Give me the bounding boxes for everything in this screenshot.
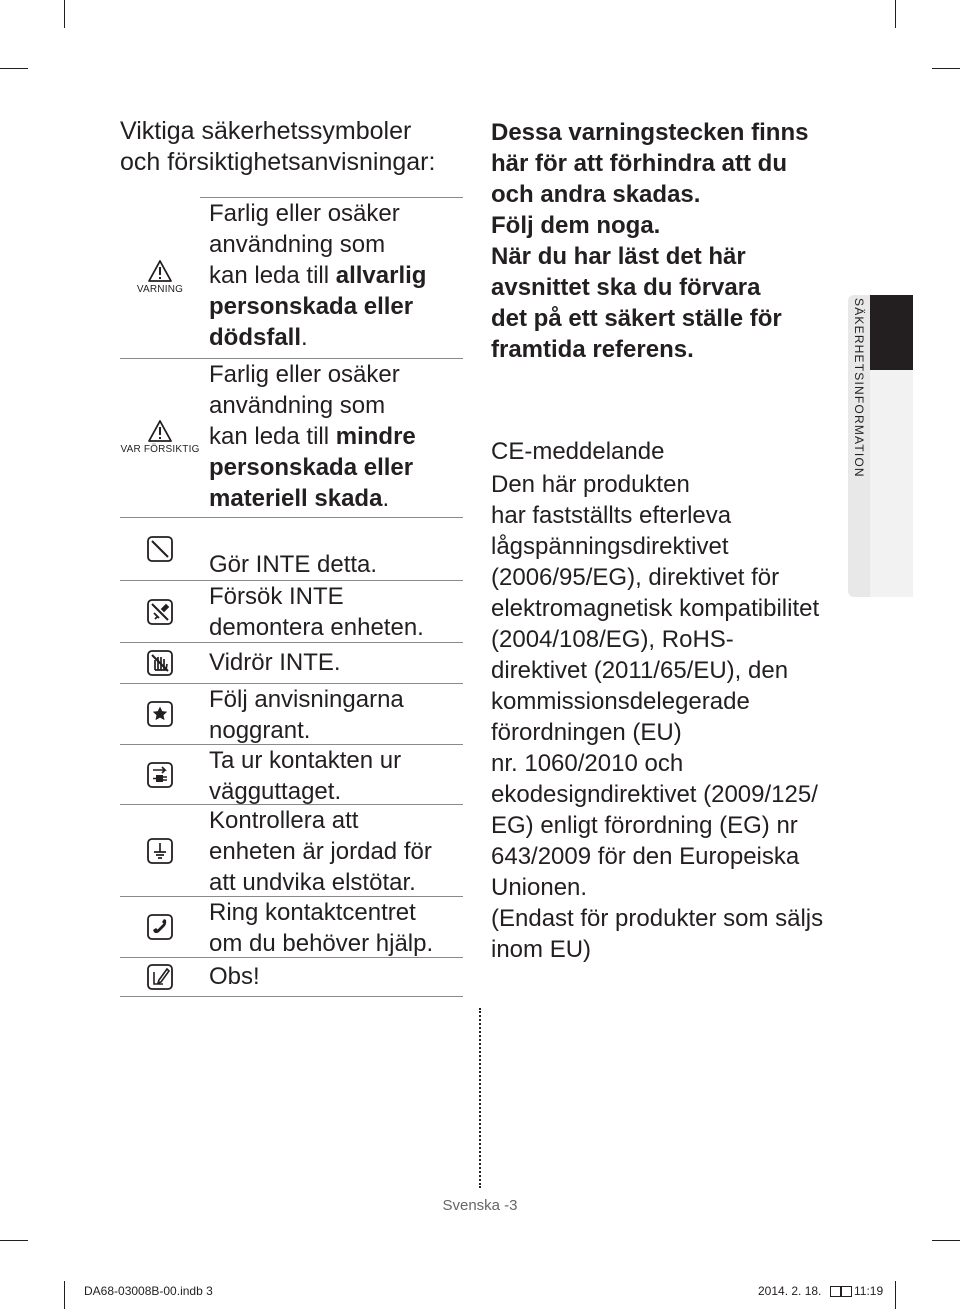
text-line: noggrant.: [209, 717, 311, 744]
icon-cell: [120, 897, 200, 957]
text-line: Kontrollera att: [209, 807, 359, 834]
ce-line: ekodesigndirektivet (2009/125/: [491, 781, 818, 808]
text-line: att undvika elstötar.: [209, 869, 416, 896]
phone-icon: [147, 914, 173, 940]
text-plain: .: [382, 485, 390, 512]
symbol-row-caution: [120, 359, 463, 518]
icon-cell: [120, 581, 200, 642]
symbol-row-unplug: [120, 745, 463, 805]
icon-cell: [120, 805, 200, 896]
crop-mark: [895, 1281, 896, 1309]
intro-line: det på ett säkert ställe för: [491, 305, 782, 332]
ce-notice-title: CE-meddelande: [491, 438, 665, 465]
icon-cell: [120, 745, 200, 804]
ce-line: EG) enligt förordning (EG) nr: [491, 812, 798, 839]
text-line: Farlig eller osäker: [209, 361, 400, 388]
ce-line: inom EU): [491, 936, 592, 963]
ce-line: elektromagnetisk kompatibilitet: [491, 595, 820, 622]
text-line: enheten är jordad för: [209, 838, 432, 865]
text-line: Gör INTE detta.: [209, 551, 378, 578]
fold-line: [479, 1008, 481, 1188]
symbol-text: [209, 549, 469, 580]
symbol-text: [209, 745, 469, 807]
caution-cell: [120, 359, 200, 517]
symbol-text: [209, 198, 469, 353]
icon-cell: [120, 518, 200, 580]
slug-box-icon: [830, 1286, 841, 1297]
icon-cell: [120, 684, 200, 744]
ce-line: direktivet (2011/65/EU), den: [491, 657, 789, 684]
symbol-row-no-disassembly: [120, 581, 463, 643]
intro-line: Följ dem noga.: [491, 212, 661, 239]
ce-line: Den här produkten: [491, 471, 690, 498]
text-plain: kan leda till: [209, 262, 336, 289]
star-instruction-icon: [147, 701, 173, 727]
ce-notice-body: [491, 469, 851, 965]
text-line: [209, 483, 469, 514]
crop-mark: [0, 68, 28, 69]
symbol-row-phone: [120, 897, 463, 958]
ce-line: 643/2009 för den Europeiska: [491, 843, 800, 870]
text-line: Ta ur kontakten ur: [209, 747, 402, 774]
caution-triangle-icon: [148, 420, 172, 442]
ce-line: har fastställts efterleva: [491, 502, 732, 529]
warning-intro: [491, 117, 851, 365]
do-not-touch-icon: [147, 650, 173, 676]
prohibition-icon: [147, 536, 173, 562]
caution-label: VAR FÖRSIKTIG: [120, 444, 200, 455]
symbol-text: [209, 897, 469, 959]
intro-line: avsnittet ska du förvara: [491, 274, 761, 301]
symbol-text: [209, 684, 469, 746]
symbol-row-note: [120, 958, 463, 997]
text-line: vägguttaget.: [209, 778, 342, 805]
ce-line: (Endast för produkter som säljs: [491, 905, 824, 932]
warning-triangle-icon: [148, 260, 172, 282]
warning-label: VARNING: [136, 284, 184, 295]
text-plain: .: [301, 324, 308, 351]
crop-mark: [895, 0, 896, 28]
symbol-text: [209, 359, 469, 514]
ce-line: kommissionsdelegerade: [491, 688, 750, 715]
intro-line: här för att förhindra att du: [491, 150, 787, 177]
symbol-row-ground: [120, 805, 463, 897]
ce-line: (2006/95/EG), direktivet för: [491, 564, 780, 591]
text-plain: kan leda till: [209, 423, 336, 450]
crop-mark: [0, 1240, 28, 1241]
text-line: användning som: [209, 231, 386, 258]
text-line: [209, 452, 469, 483]
intro-line: Dessa varningstecken finns: [491, 119, 809, 146]
intro-line: och andra skadas.: [491, 181, 701, 208]
ce-line: förordningen (EU): [491, 719, 682, 746]
text-line: Vidrör INTE.: [209, 649, 341, 676]
no-disassembly-icon: [147, 599, 173, 625]
text-bold: allvarlig: [335, 262, 427, 289]
section-heading: [120, 116, 470, 178]
text-line: Obs!: [209, 963, 260, 990]
crop-mark: [64, 0, 65, 28]
text-bold: mindre: [335, 423, 416, 450]
ce-line: (2004/108/EG), RoHS-: [491, 626, 734, 653]
slug-file: DA68-03008B-00.indb 3: [84, 1284, 213, 1298]
ground-icon: [147, 838, 173, 864]
unplug-icon: [147, 762, 173, 788]
text-line: demontera enheten.: [209, 614, 424, 641]
text-line: [209, 260, 469, 291]
text-line: [209, 421, 469, 452]
heading-line: och försiktighetsanvisningar:: [120, 148, 436, 176]
icon-cell: [120, 643, 200, 683]
text-bold: materiell skada: [209, 485, 383, 512]
text-line: [209, 291, 469, 322]
symbol-text: [209, 581, 469, 643]
crop-mark: [932, 68, 960, 69]
ce-line: lågspänningsdirektivet: [491, 533, 729, 560]
ce-line: Unionen.: [491, 874, 588, 901]
page-number: Svenska -3: [442, 1197, 518, 1214]
symbol-row-warning: [120, 198, 463, 359]
text-bold: personskada eller: [209, 454, 414, 481]
side-tab-label: SÄKERHETSINFORMATION: [852, 298, 866, 478]
symbol-text: [209, 961, 469, 992]
note-icon: [147, 964, 173, 990]
text-line: Ring kontaktcentret: [209, 899, 416, 926]
text-line: Följ anvisningarna: [209, 686, 404, 713]
side-tab-marker: [870, 295, 913, 370]
intro-line: När du har läst det här: [491, 243, 746, 270]
slug-box-icon: [841, 1286, 852, 1297]
text-line: användning som: [209, 392, 386, 419]
crop-mark: [932, 1240, 960, 1241]
crop-mark: [64, 1281, 65, 1309]
symbol-text: [209, 647, 469, 678]
heading-line: Viktiga säkerhetssymboler: [120, 117, 412, 145]
text-line: [209, 322, 469, 353]
warning-cell: [120, 198, 200, 358]
slug-time: 11:19: [854, 1284, 884, 1298]
text-line: Farlig eller osäker: [209, 200, 400, 227]
text-bold: dödsfall: [209, 324, 302, 351]
slug-date: 2014. 2. 18.: [758, 1284, 822, 1298]
symbol-text: [209, 805, 469, 898]
ce-line: nr. 1060/2010 och: [491, 750, 684, 777]
symbol-row-do-not-touch: [120, 643, 463, 684]
symbol-row-instruction: [120, 684, 463, 745]
text-line: om du behöver hjälp.: [209, 930, 434, 957]
symbol-row-prohibition: [120, 518, 463, 581]
intro-line: framtida referens.: [491, 336, 694, 363]
text-bold: personskada eller: [209, 293, 414, 320]
text-line: Försök INTE: [209, 583, 344, 610]
icon-cell: [120, 958, 200, 996]
